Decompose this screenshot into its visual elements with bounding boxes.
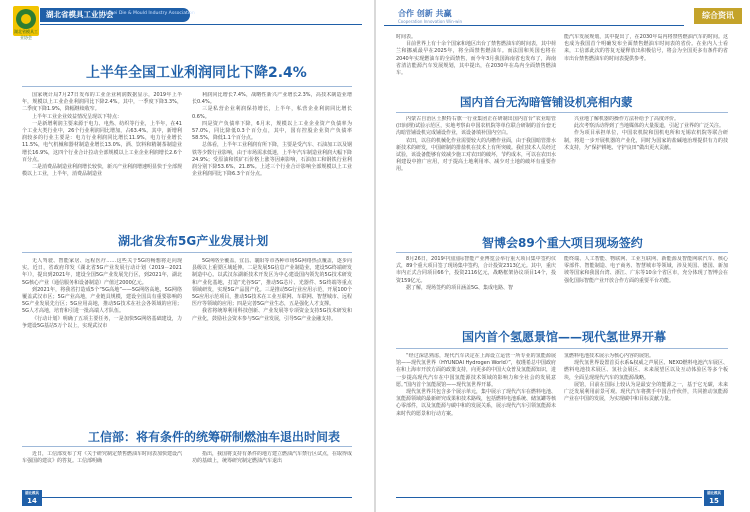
paragraph: 目前世界上有十余个国家和地区出台了禁售燃油车的时间表，其中荷兰和挪威最早在2025年，将全面禁售燃油车。而法国和英国也将在2040年实现燃油车的全面禁售，而今年3月我国海南省也发布了，海南省清洁能源汽车发展规划，其中提出，在2030年在岛内全面禁售燃油车。 [396,41,556,77]
paragraph: 内蒙古自治区土默特右旗一行业集团正在研制出国内首台“农业暗管(田间埋)试验示范区，实地考察由中国农机院等单位联合研制的首台套无沟暗管铺设机完成铺设作业，该设备填补国内空白。 [396,116,556,137]
paragraph: 能汽车发展规划，其中提出了，在2030年岛内将禁售燃油汽车的时间。这也成为我国首个明确发布全面禁售燃油车时间表的省份。在业内人士看来，工信部此次的答复无疑释放出积极信号，将会为全国更多有条件的省市出台禁售燃油车的时间表提供参考。 [564,34,728,62]
title-rule [22,86,352,87]
article-title: 湖北省发布5G产业发展计划 [118,234,269,248]
page-number-badge [704,490,724,506]
paragraph: 我省将统筹利用科技创新、产业发展等专项资金支持5G技术研发和产业化，鼓励社会资本参与5G产业发展，引导5G产业金融支持。 [192,308,352,322]
article-column [564,353,728,485]
paragraph: 近日，工信部发布了对《关于研究制定禁售燃油车时间表加快建设汽车强国的建议》的答复。工信部明确 [22,451,182,465]
paragraph: 现代氢世界设置首页水系&权威之声展区、NEXO燃料电池汽车展区、燃料电池技术展区、氢社会展区、未来展望区以及互动体验区等多个板块，全面呈现现代汽车的氢能源战略。 [564,360,728,381]
title-rule [22,446,352,447]
header-rule [40,24,362,25]
footer-rule [396,497,702,498]
article-column [192,92,352,224]
paragraph: 农田，以往的机械化作业需要较大的沟槽作业面，由于我国暗管排水新技术的研发，中国研制的排盐机在技术上有所突破。我们技术人员经过试验，该设备能够有效减少施工对农田的破坏，节约成本，可以在农田水利建设中推广应用，对于提高土地利用率、减少对土地的破坏有重要作用。 [396,137,556,173]
association-logo [13,6,39,40]
article-column [22,92,182,224]
title-rule [396,112,728,113]
paragraph: 此次考察活动得到了当地媒体的大量报道，引起了业界的广泛关注。 [574,123,725,130]
paragraph: 作为项目承担单位，中国农机院和国机电所和无锡农机院等联合研制，将进一步开展机器的产业化，同时为国家的盐碱地治理提供有力的技术支持，为“保护耕地、守护良田”做出更大贡献。 [564,130,728,151]
footer-rule [42,497,352,498]
page-number: 14 [27,497,37,505]
paragraph: 兴业地了解机器的操作方法补给予了高度评价。 [574,116,680,122]
article-title: 上半年全国工业利润同比下降2.4% [86,65,307,81]
article-title: 工信部：将有条件的统筹研制燃油车退出时间表 [88,430,341,444]
paragraph: 一是新增利润主要来源于电力、电热、纺织等行业，上半年，在41个工业大类行业中，26个行业利润同比增加，占63.4%。其中，新增利润较多的行业主要是：电力行业利润同比增长11.9%，电力行业增长11.5%，电气机械和器材制造业增长13.0%，酒、饮料和精制茶制造业增长16.9%，这四个行业合计拉动全部规模以上工业企业利润增长2.6个百分点。 [22,120,182,163]
paragraph: 能终端、人工智能、物联网、工业互联网、新能源及智能网联汽车、核心零部件、智能制造、电子商务、智慧城市等领域，涉及英国、德国、新加坡等国家和我国台湾、浙江、广东等10余个省区市，充分体现了智博会在强化国际智能产业开放合作方面的重要平台功能。 [564,256,728,284]
article-column [564,116,728,228]
header-rule [384,25,684,26]
paragraph: 8月26日，2019中国国际智能产业博览会举行重大项目集中签约仪式，89个重大项目签了现场集中签约，合计投资2313亿元。其中，重庆市内正式合同项目66个，投资2116亿元，战略框架协议项目14个，投资159亿元。 [396,256,556,284]
article-column [22,451,182,481]
paragraph: 四是资产负债率下降，6月末，规模以上工业企业资产负债率为57.0%，同比降低0.3个百分点，其中，国有控股企业资产负债率58.5%，降低1.1个百分点。 [192,120,352,142]
title-rule [396,348,728,349]
article-column [396,34,556,90]
left-page [0,0,374,512]
paragraph: 二是消费品制造业利润增长较快，新兴产业利润增速明显快于全部规模以上工业，上半年，消费品制造业 [22,164,182,178]
paragraph: 据了解，现场签约的项目涵盖5G、集成电路、智 [406,284,514,291]
paragraph: 《行动计划》明确了五项主要任务，一是加快5G网络基础建设，力争建设5G基站5万个以上，实现武汉市 [22,315,182,329]
slogan-en: Cooperation Innovation Win-win [398,19,463,24]
article-column [564,34,728,90]
article-column [192,451,352,481]
slogan: 合作 创新 共赢 [398,9,452,18]
paragraph: 三是私营企业利润保持增长，上半年，私营企业利润同比增长0.6%。 [192,106,352,120]
title-rule [22,252,352,253]
paragraph: 利润同比增长7.4%，战略性新兴产业增长2.3%，高技术制造业增长0.4%。 [192,92,352,106]
page-number-badge [22,490,42,506]
paragraph: 时间表。 [396,34,417,40]
article-title: 国内首个氢愿景馆——现代氢世界开幕 [462,330,667,344]
paragraph: 总体看，上半年工业利润有所下降，主要是受汽车、石油加工以及钢铁等少数行业影响，由于市场需求低迷，上半年汽车制造业利润大幅下降24.9%；受原油和铁矿石价格上涨等因素影响，石油加工和钢铁行业利润分别下降53.6%、21.8%。上述三个行业合计影响全部规模以上工业企业利润同比下降6.3个百分点。 [192,142,352,178]
section-tag: 综合资讯 [694,8,742,24]
article-title: 智博会89个重大项目现场签约 [482,236,643,250]
paragraph: 5G网络全覆盖，宜昌、襄阳等市各种市场5G网络热点覆盖，逐步向县级以上重要区域延伸。二是发展5G信息产业制造业，建设5G终端研发制造中心。以武汉东湖新技术开发区为中心建设国内领先的5G技术研发和产业化基地，打造“光谷5G”，推动5G芯片、光器件、5G终端等重点领域研发，实现5G产品国产化。三是推动5G行业应用示范，开展100个5G应用示范项目，推动5G技术在工业互联网、车联网、智慧城市、远程医疗等领域的应用；四是完善5G产业生态，五是强化人才支撑。 [192,258,352,308]
article-column [22,258,182,418]
article-title: 国内首台无沟暗管铺设机亮相内蒙 [460,95,633,109]
right-page [376,0,750,512]
title-rule [396,252,728,253]
article-column [192,258,352,418]
paragraph: “经过深思熟虑，现代汽车决定在上海设立运营一所专业的氢能源展馆——现代氢世界（HYUNDAI Hydrogen World）”，权瑾希总中国政府在和上海市开放方面的政策支持，向更多的中国大众普及氢能源知识，进一步提高现代汽车在中国氢能源技术领域的影响力和全社会的发展意愿。”国内首个氢能展馆——现代氢世界开幕。 [396,353,556,388]
paragraph: 现代氢世界共包含多个展示单元，集中展示了现代汽车在燃料电池、氢能源领域的最新研究成果和技术路线，包括燃料电池系统、储氢罐等核心零部件，以及氢能源与碳中和的发展关系，展示现代汽车引领氢能源未来时代的愿景和行动方案。 [396,389,556,417]
logo-text: 湖北省模具工业协会 [14,29,38,40]
paragraph: 国家统计局7月27日发布的工业企业利润数据显示，2019年上半年，规模以上工业企业利润同比下降2.4%。其中，一季度下降3.3%，二季度下降1.9%，降幅继续收窄。 [22,92,182,113]
paragraph: 上半年工业企业效益情况呈现以下特点： [32,113,123,120]
paragraph: 到2021年，将我省打造成5个“5G高地”——5G网络高地，5G网络覆盖武汉市区；5G产业高地，产业链具规模，建设全国具有重要影响的5G产业发展先行区；5G应用高地，推动5G技术在社会各领域的应用；5G人才高地，培育和引进一批高端人才队伍。 [22,286,182,315]
paragraph: 无人驾驶、智能家居、远程医疗……这些关于5G的畅想将走向现实。近日，省政府印发《湖北省5G产业发展行动计划（2019－2021年）》，提出到2021年，建设全国5G产业发展先行区，到2021年，湖北5G核心产业（通信服务和设备制造）产值过2000亿元。 [22,258,182,286]
page-number: 15 [709,497,719,505]
footer-label: 湖北模具 [707,491,721,495]
association-name-en: Hubei Die & Mould Industry Association [104,11,195,16]
paragraph: 指出，我国将支持有条件的地方建立燃油汽车禁行区试点，在取得成功的基础上，统筹研究制定燃油汽车退出 [192,451,352,465]
article-column [396,116,556,228]
emblem-icon [16,9,36,29]
article-column [564,256,728,318]
paragraph: 氢燃料电池技术展示为核心内容的展馆。 [564,353,655,359]
article-column [396,256,556,318]
article-column [396,353,556,485]
association-name: 湖北省模具工业协会 [46,10,114,19]
footer-label: 湖北模具 [25,491,39,495]
paragraph: 展馆，目前在国际上较认为是最安全的能源之一，基于它无碳，未来广泛发展利用前景可观。现代汽车将携手中国合作伙伴，共同推动氢能源产业在中国的发展，为实现碳中和目标贡献力量。 [564,381,728,403]
